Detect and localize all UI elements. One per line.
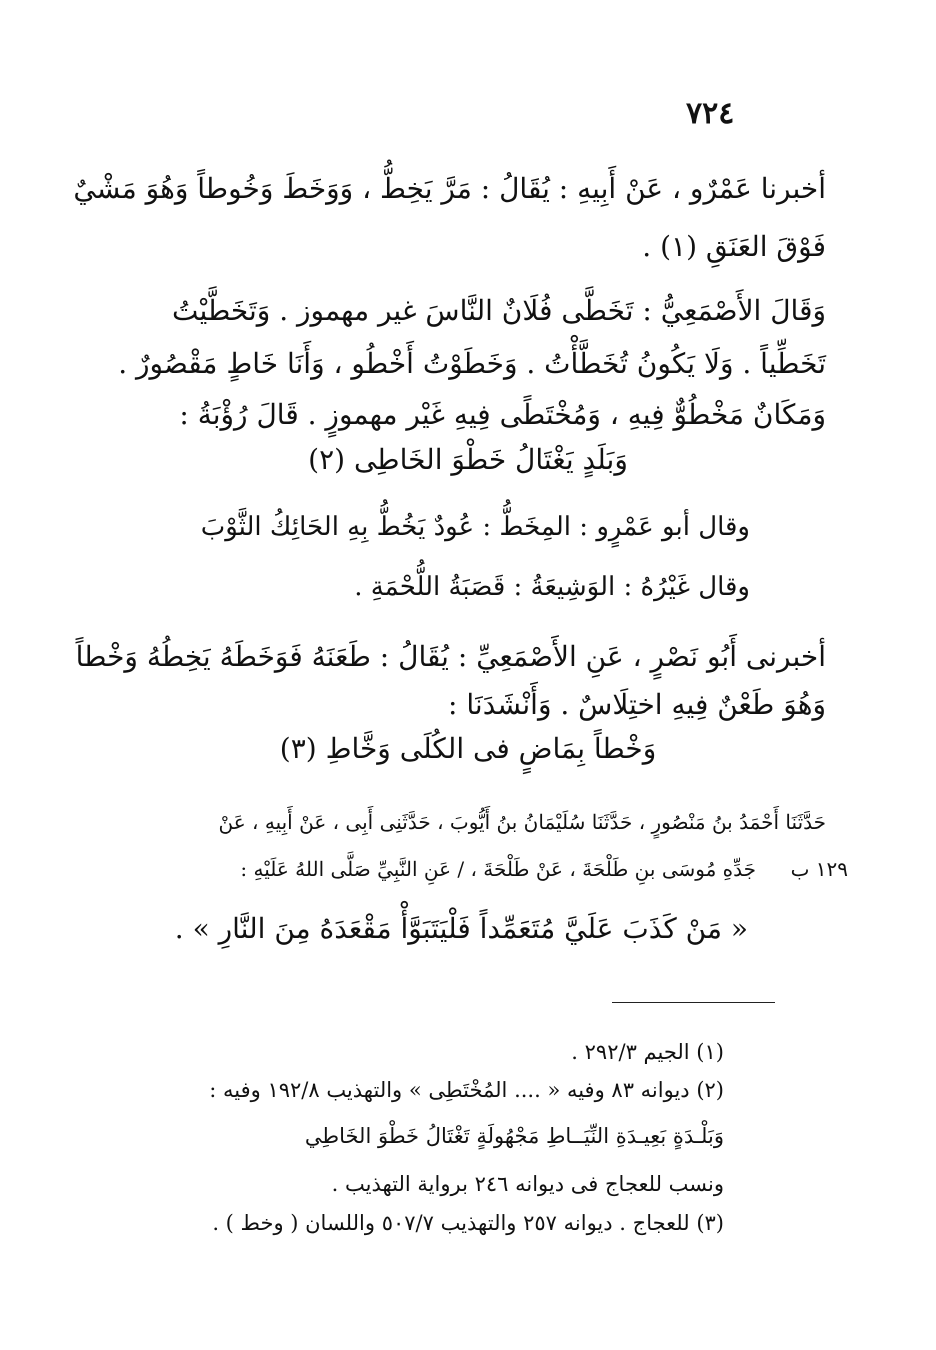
- footnote-2: (٢) ديوانه ٨٣ وفيه « .... المُخْتَطِى » والتهذيب ١٩٢/٨ وفيه :: [209, 1078, 724, 1102]
- margin-folio-note: ١٢٩ ب: [790, 857, 848, 881]
- paragraph-5-line-2: وَهُوَ طَعْنٌ فِيهِ اختِلَاسٌ . وَأَنْشَدَنَا :: [448, 688, 826, 721]
- paragraph-4: وقال غَيْرُهُ : الوَشِيعَةُ : قَصَبَةُ اللُّحْمَةِ .: [354, 572, 750, 602]
- paragraph-6-line-2: جَدِّهِ مُوسَى بنِ طَلْحَةَ ، عَنْ طَلْحَةَ ، / عَنِ النَّبِيِّ صَلَّى اللهُ عَلَيْهِ :: [240, 857, 756, 881]
- verse-2: وَخْطاً بِمَاضٍ فى الكُلَى وَخَّاطِ (٣): [279, 732, 657, 765]
- paragraph-2-line-1: وَقَالَ الأَصْمَعِيُّ : تَخَطَّى فُلَانٌ النَّاسَ غير مهموز . وَتَخَطَّيْتُ: [172, 294, 826, 327]
- footnote-1: (١) الجيم ٢٩٢/٣ .: [571, 1040, 724, 1064]
- paragraph-3: وقال أبو عَمْرٍو : المِخَطُّ : عُودٌ يَخُطُّ بِهِ الحَائِكُ الثَّوْبَ: [200, 512, 750, 542]
- footnote-2-verse: وَبَلْـدَةٍ بَعِيـدَةِ النِّيَــاطِ مَجْهُولَةٍ تَغْتَالُ خَطْوَ الخَاطِي: [304, 1124, 724, 1148]
- paragraph-1-line-2: فَوْقَ العَنَقِ (١) .: [642, 230, 826, 263]
- page-number: ٧٢٤: [686, 96, 735, 131]
- paragraph-5-line-1: أخبرنى أَبُو نَصْرٍ ، عَنِ الأَصْمَعِيِّ : يُقَالُ : طَعَنَهُ فَوَخَطَهُ يَخِطُهُ وَخْطاً: [75, 640, 826, 673]
- paragraph-1-line-1: أخبرنا عَمْرٌو ، عَنْ أَبِيهِ : يُقَالُ : مَرَّ يَخِطُّ ، وَوَخَطَ وَخُوطاً وَهُوَ مَشْيٌ: [73, 172, 826, 205]
- hadith-text: « مَنْ كَذَبَ عَلَيَّ مُتَعَمِّداً فَلْيَتَبَوَّأْ مَقْعَدَهُ مِنَ النَّارِ » .: [174, 912, 748, 945]
- footnote-2-line-2: ونسب للعجاج فى ديوانه ٢٤٦ برواية التهذيب .: [331, 1172, 724, 1196]
- footnote-separator: [612, 1002, 775, 1003]
- paragraph-2-line-3: وَمَكَانٌ مَخْطُوٌّ فِيهِ ، وَمُخْتَطًى فِيهِ غَيْر مهموزٍ . قَالَ رُؤْبَةُ :: [179, 398, 826, 431]
- paragraph-2-line-2: تَخَطِّياً . وَلَا يَكُونُ تُخَطَّأْتُ . وَخَطَوْتُ أَخْطُو ، وَأَنَا خَاطٍ مَقْصُورٌ .: [118, 347, 826, 380]
- footnote-3: (٣) للعجاج . ديوانه ٢٥٧ والتهذيب ٥٠٧/٧ واللسان ( وخط ) .: [212, 1211, 724, 1235]
- paragraph-6-line-1: حَدَّثَنَا أَحْمَدُ بنُ مَنْصُورٍ ، حَدَّثَنَا سُلَيْمَانُ بنُ أَيُّوبَ ، حَدَّثَنِى أَبِى ، عَنْ أَبِيهِ ، عَنْ: [218, 810, 826, 834]
- verse-1: وَبَلَدٍ يَغْتَالُ خَطْوَ الخَاطِى (٢): [308, 443, 628, 476]
